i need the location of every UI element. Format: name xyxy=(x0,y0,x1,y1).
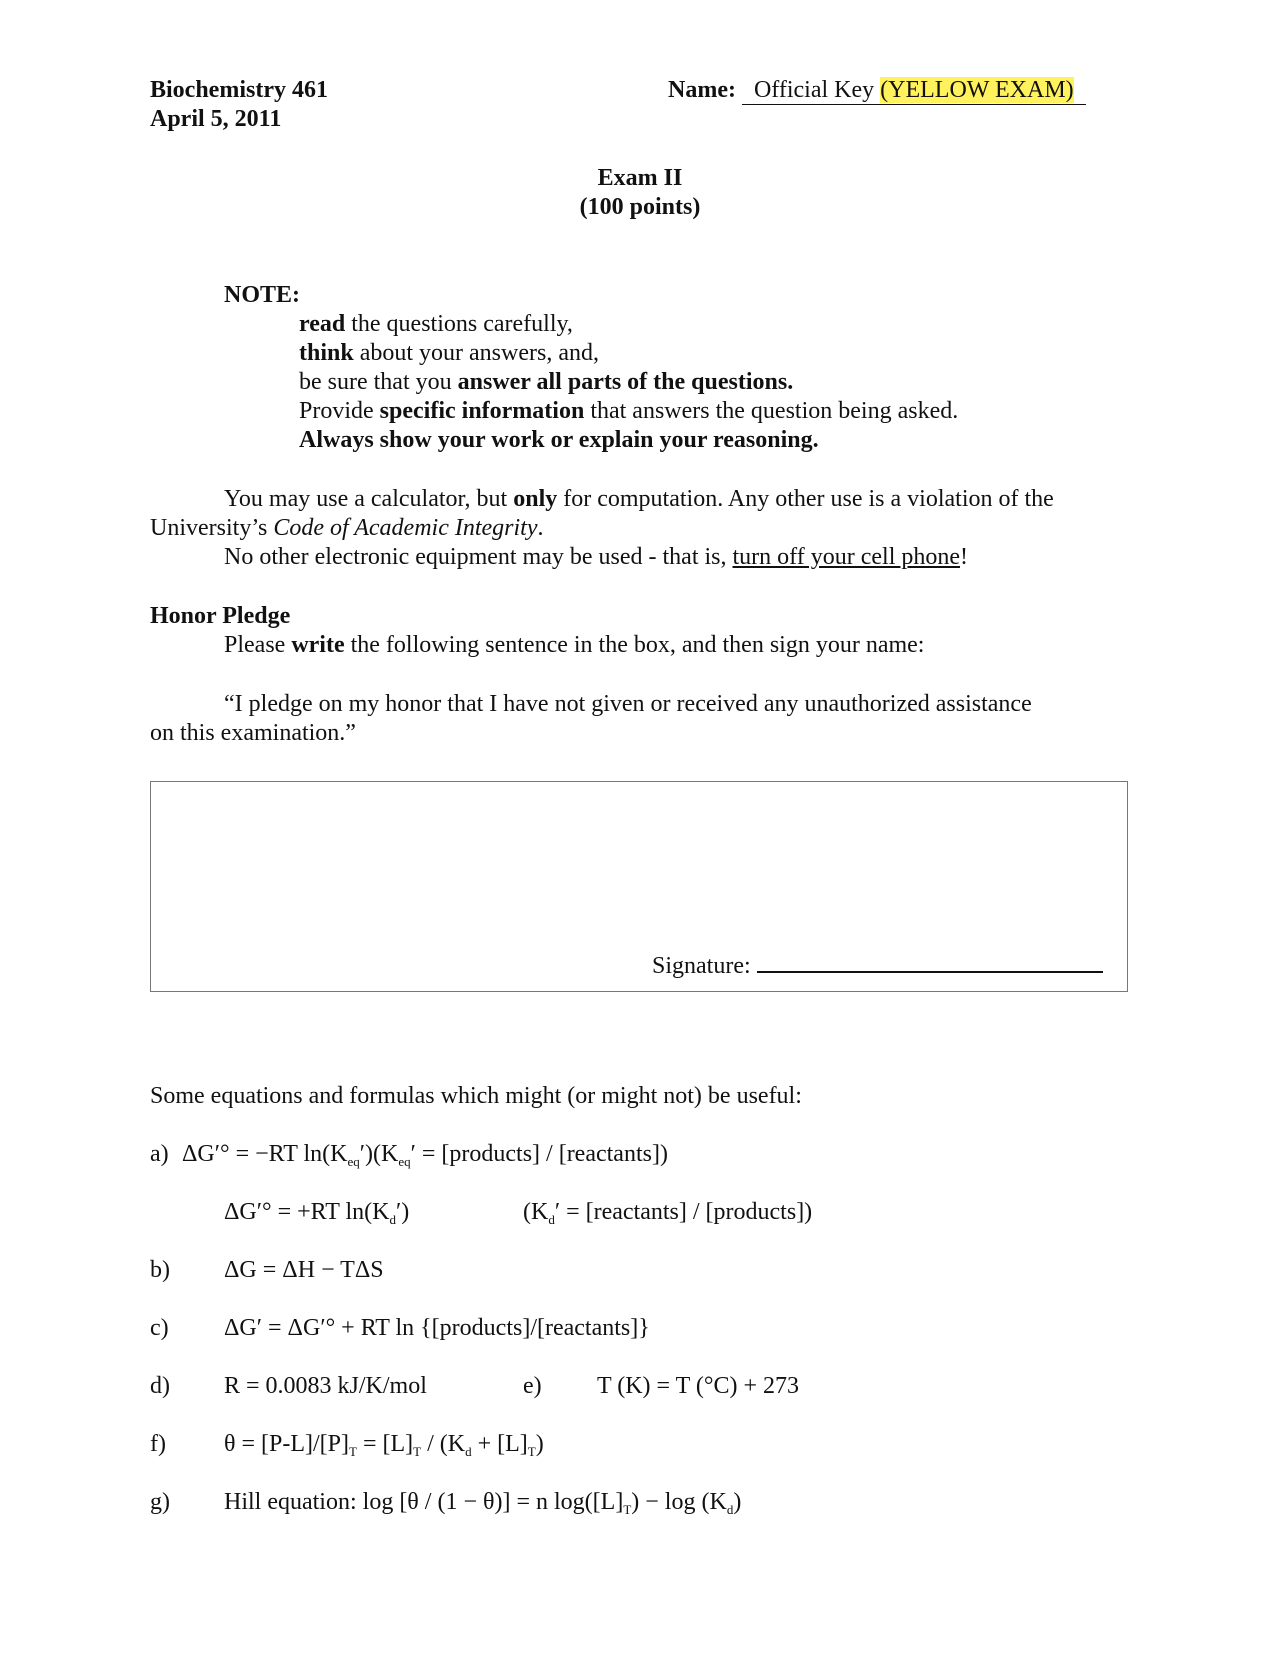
eq-a1-end: ′ = [products] / [reactants]) xyxy=(410,1141,668,1167)
eq-g-end: ) xyxy=(733,1489,742,1515)
note-think-text: about your answers, and, xyxy=(353,340,599,366)
rules-calc-pre: You may use a calculator, but xyxy=(224,486,514,512)
honor-instr-pre: Please xyxy=(224,632,292,658)
eq-f-sub3: d xyxy=(465,1444,472,1459)
eq-a1-sub1: eq xyxy=(347,1154,360,1169)
rules-integrity-pre: University’s xyxy=(150,515,274,541)
eq-c-free-energy: ΔG′ = ΔG′° + RT ln {[products]/[reactants]} xyxy=(224,1315,650,1341)
eq-a-kd xyxy=(224,1197,409,1227)
rules-electronics-end: ! xyxy=(960,544,969,570)
note-specific-bold: specific information xyxy=(379,398,585,424)
eq-g-label: g) xyxy=(150,1489,170,1515)
note-read-text: the questions carefully, xyxy=(345,311,573,337)
eq-f-end: ) xyxy=(535,1431,544,1457)
eq-g-pre: Hill equation: log [θ / (1 − θ)] = n log([L] xyxy=(224,1489,624,1515)
rules-electronics xyxy=(224,542,968,572)
honor-quote-line1: “I pledge on my honor that I have not given or received any unauthorized assistance xyxy=(224,691,1032,717)
eq-f-pre: θ = [P-L]/[P] xyxy=(224,1431,350,1457)
honor-instr-rest: the following sentence in the box, and then sign your name: xyxy=(344,632,925,658)
note-read-bold: read xyxy=(299,311,346,337)
eq-f-mid3: + [L] xyxy=(471,1431,528,1457)
eq-a3-sub: d xyxy=(548,1212,555,1227)
eq-g-hill xyxy=(224,1487,741,1517)
signature-field[interactable] xyxy=(652,949,1103,981)
eq-a2-sub: d xyxy=(389,1212,396,1227)
eq-a-keq xyxy=(182,1139,668,1169)
eq-a3-pre: (K xyxy=(523,1199,549,1225)
eq-f-label: f) xyxy=(150,1431,166,1457)
eq-f-sub1: T xyxy=(349,1444,357,1459)
exam-points: (100 points) xyxy=(579,194,701,220)
note-line-answer xyxy=(299,367,793,397)
eq-b-gibbs: ΔG = ΔH − TΔS xyxy=(224,1257,384,1283)
rules-integrity xyxy=(150,513,543,543)
note-line-read xyxy=(299,309,573,339)
name-value: Official Key xyxy=(753,77,875,103)
eq-f-mid: = [L] xyxy=(356,1431,414,1457)
eq-a1-sub2: eq xyxy=(398,1154,411,1169)
name-value-line xyxy=(742,76,1086,105)
rules-calc-bold: only xyxy=(513,486,558,512)
rules-integrity-end: . xyxy=(537,515,544,541)
eq-a2-end: ′) xyxy=(395,1199,410,1225)
eq-g-sub1: T xyxy=(623,1502,632,1517)
name-highlight: (YELLOW EXAM) xyxy=(880,77,1074,103)
eq-g-mid: ) − log (K xyxy=(631,1489,727,1515)
note-line-think xyxy=(299,338,599,368)
note-specific-pre: Provide xyxy=(299,398,380,424)
name-field xyxy=(668,75,1086,105)
note-think-bold: think xyxy=(299,340,354,366)
note-label: NOTE: xyxy=(224,282,301,308)
rules-cell-phone: turn off your cell phone xyxy=(732,544,961,570)
eq-a3-end: ′ = [reactants] / [products]) xyxy=(554,1199,813,1225)
note-answer-bold: answer all parts of the questions. xyxy=(457,369,794,395)
note-answer-text: be sure that you xyxy=(299,369,458,395)
eq-f-mid2: / (K xyxy=(421,1431,466,1457)
equations-intro: Some equations and formulas which might (or might not) be useful: xyxy=(150,1083,802,1109)
eq-a-kd-def xyxy=(523,1197,812,1227)
note-line-show-work: Always show your work or explain your reasoning. xyxy=(299,427,819,453)
honor-heading: Honor Pledge xyxy=(150,603,291,629)
eq-g-sub2: d xyxy=(726,1502,734,1517)
exam-date: April 5, 2011 xyxy=(150,106,282,132)
eq-a1-mid: ′)(K xyxy=(359,1141,399,1167)
honor-instr-bold: write xyxy=(291,632,345,658)
eq-d-gas-constant: R = 0.0083 kJ/K/mol xyxy=(224,1373,427,1399)
signature-label: Signature: xyxy=(652,953,751,979)
honor-quote-line2: on this examination.” xyxy=(150,720,356,746)
eq-e-temperature: T (K) = T (°C) + 273 xyxy=(597,1373,799,1399)
eq-f-sub2: T xyxy=(413,1444,422,1459)
rules-electronics-pre: No other electronic equipment may be used - that is, xyxy=(224,544,733,570)
rules-integrity-italic: Code of Academic Integrity xyxy=(273,515,538,541)
signature-line[interactable] xyxy=(757,949,1103,973)
eq-a-label: a) xyxy=(150,1141,169,1167)
eq-a1-pre: ΔG′° = −RT ln(K xyxy=(182,1141,348,1167)
eq-f-fractional-saturation xyxy=(224,1429,544,1459)
rules-calc-rest: for computation. Any other use is a violation of the xyxy=(557,486,1054,512)
eq-f-sub4: T xyxy=(527,1444,536,1459)
course-title: Biochemistry 461 xyxy=(150,77,328,103)
rules-calculator xyxy=(224,484,1054,514)
eq-e-label: e) xyxy=(523,1373,542,1399)
honor-instruction xyxy=(224,630,924,660)
note-specific-rest: that answers the question being asked. xyxy=(584,398,959,424)
eq-b-label: b) xyxy=(150,1257,170,1283)
eq-c-label: c) xyxy=(150,1315,169,1341)
note-line-specific xyxy=(299,396,958,426)
eq-d-label: d) xyxy=(150,1373,170,1399)
exam-title: Exam II xyxy=(597,165,683,191)
name-label: Name: xyxy=(668,77,736,103)
eq-a2-pre: ΔG′° = +RT ln(K xyxy=(224,1199,390,1225)
